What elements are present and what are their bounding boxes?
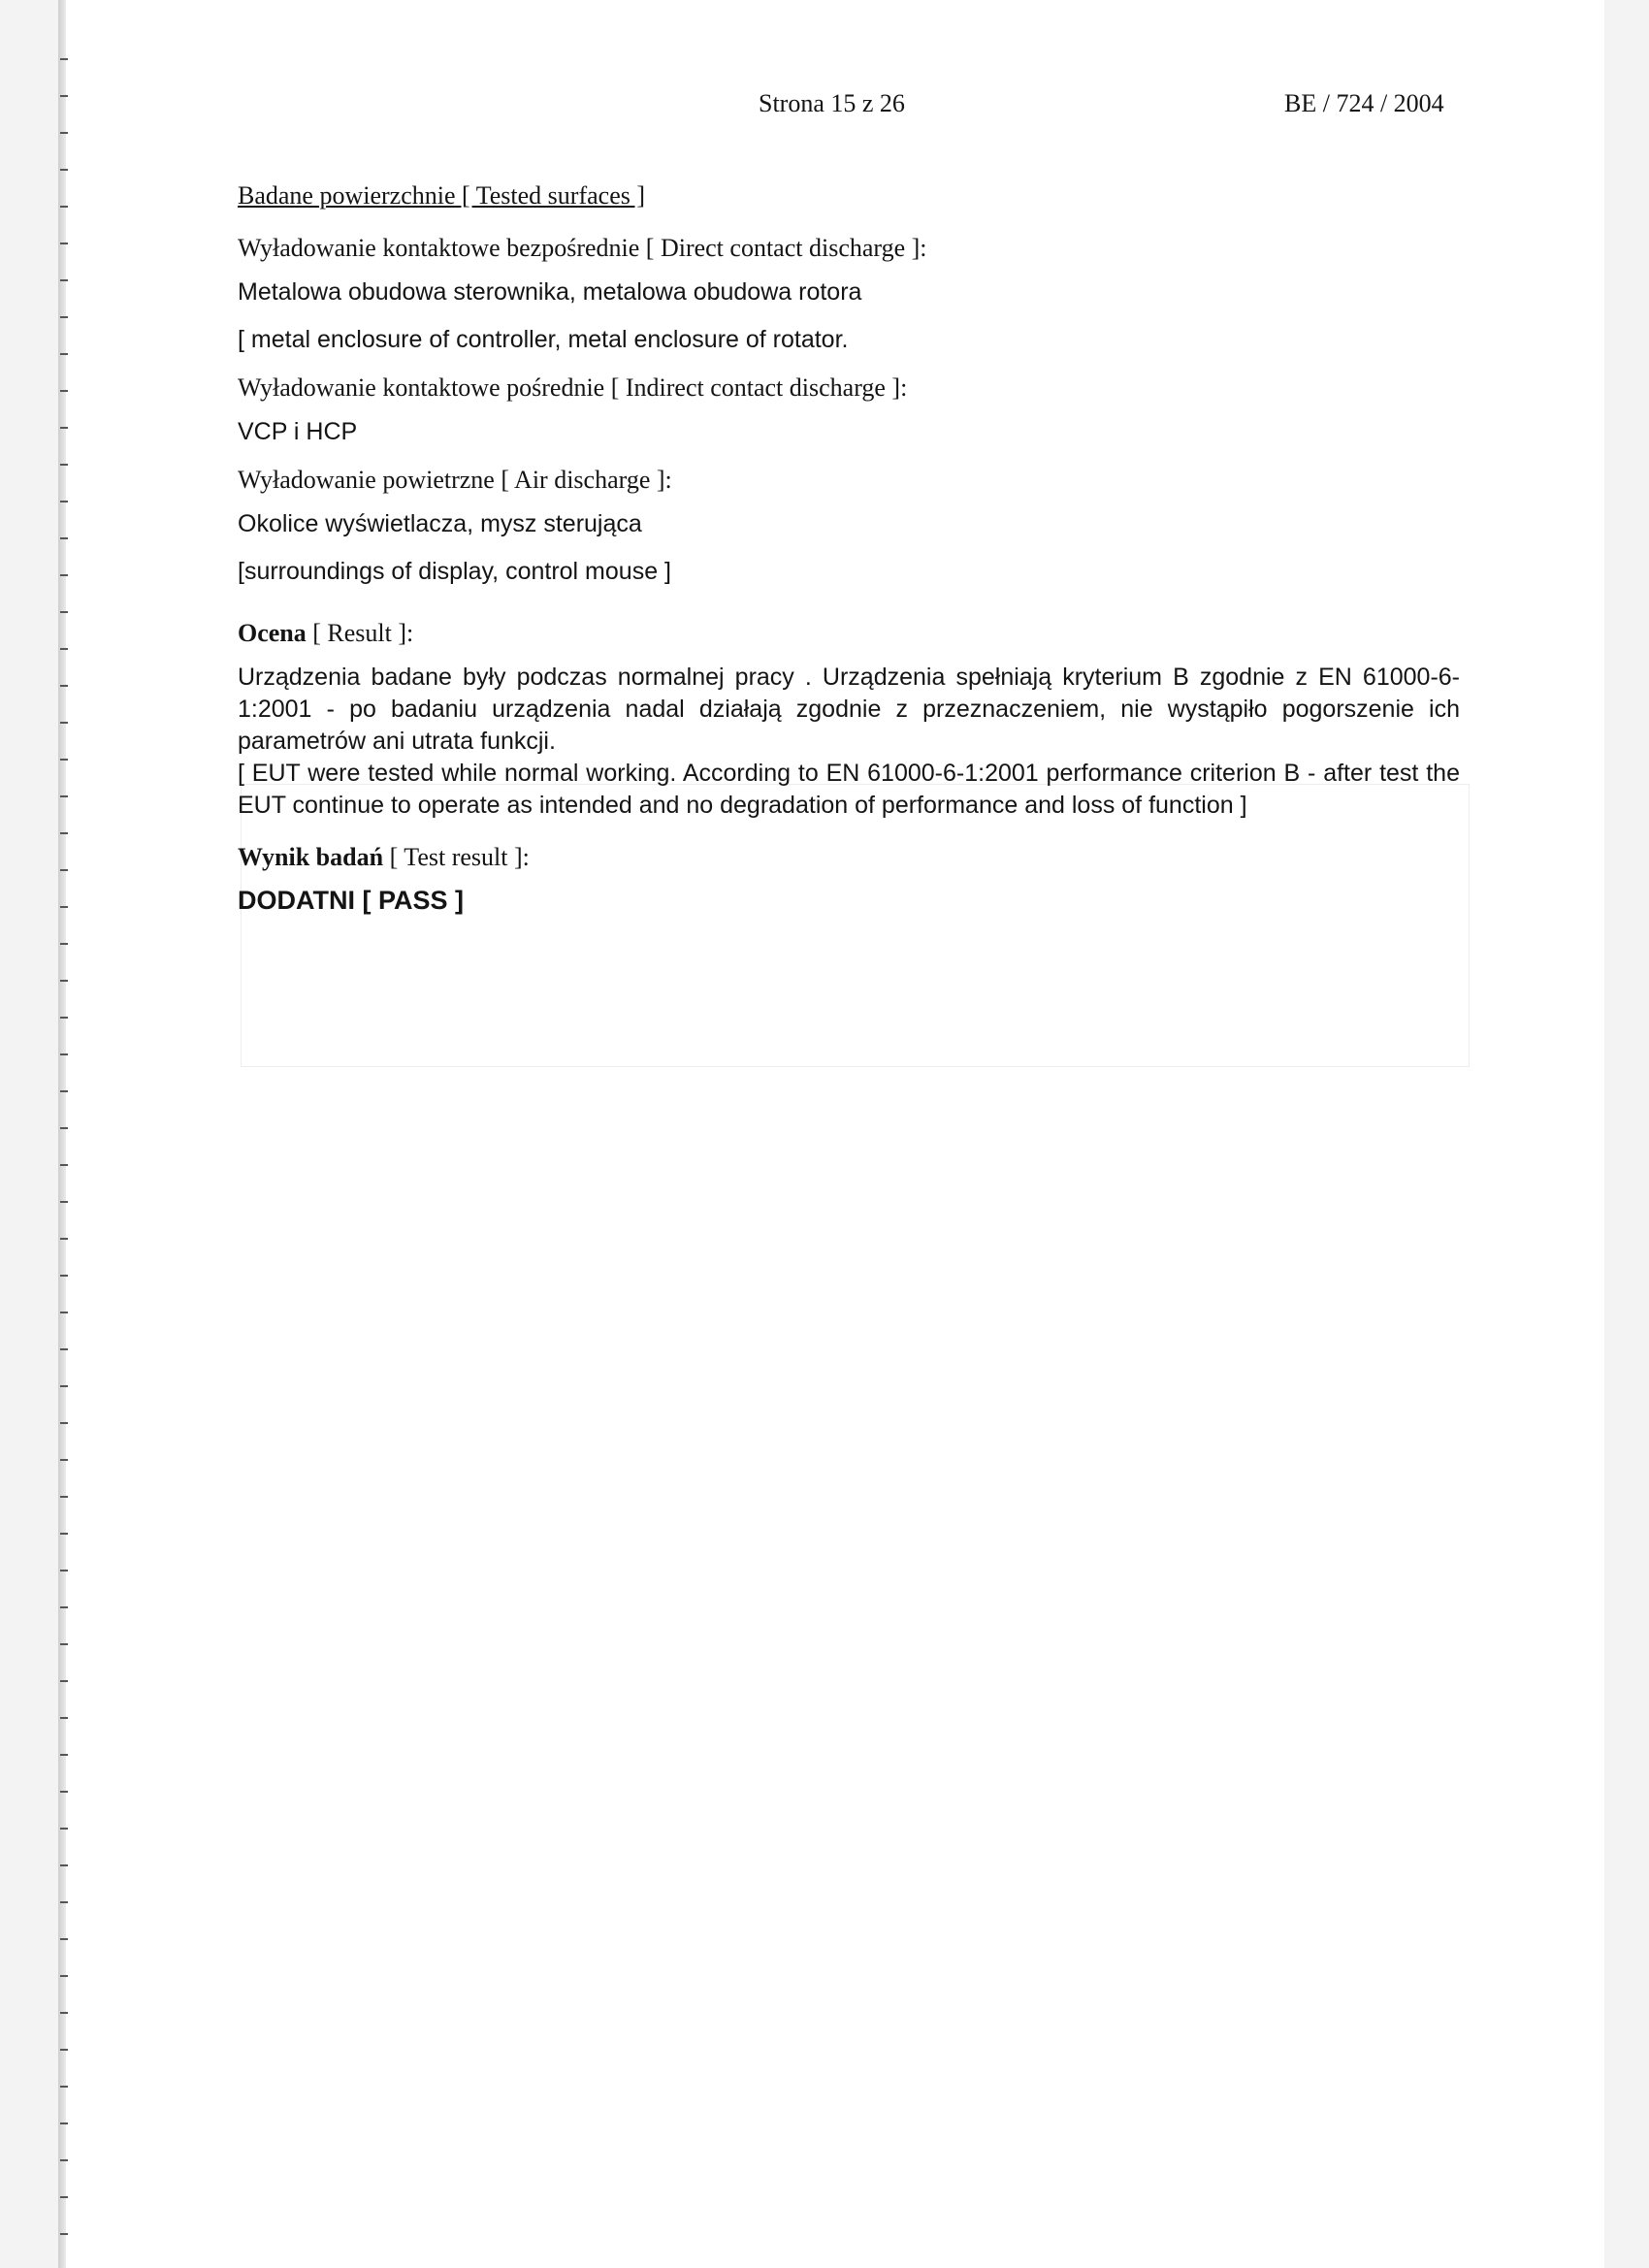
binding-mark (60, 795, 68, 797)
binding-mark (60, 759, 68, 761)
binding-mark (60, 722, 68, 724)
binding-mark (60, 537, 68, 539)
binding-mark (60, 1422, 68, 1424)
binding-mark (60, 1975, 68, 1977)
binding-mark (60, 427, 68, 429)
binding-mark (60, 648, 68, 650)
binding-mark (60, 1717, 68, 1719)
binding-mark (60, 2049, 68, 2051)
binding-mark (60, 1053, 68, 1055)
result-heading-bold: Ocena (238, 619, 307, 647)
binding-mark (60, 1606, 68, 1608)
test-result-heading (238, 841, 1460, 874)
binding-mark (60, 2086, 68, 2088)
binding-mark (60, 1348, 68, 1350)
binding-mark (60, 1533, 68, 1535)
air-discharge-value-pl: Okolice wyświetlacza, mysz sterująca (238, 510, 642, 537)
binding-mark (60, 980, 68, 982)
binding-mark (60, 316, 68, 318)
binding-mark (60, 464, 68, 466)
binding-mark (60, 1385, 68, 1387)
binding-mark (60, 869, 68, 871)
binding-mark (60, 206, 68, 208)
binding-mark (60, 1275, 68, 1277)
binding-mark (60, 132, 68, 134)
result-heading-rest: [ Result ]: (306, 619, 414, 647)
result-text-en: [ EUT were tested while normal working. According to EN 61000-6-1:2001 performance criterion B - after test the EUT continue to operate as intended and no degradation of performance and loss of function ] (238, 760, 1460, 819)
binding-mark (60, 832, 68, 834)
binding-mark (60, 1090, 68, 1092)
page-number: Strona 15 z 26 (759, 89, 905, 117)
binding-mark (60, 1459, 68, 1461)
binding-mark (60, 1680, 68, 1682)
binding-holes (60, 0, 72, 2268)
binding-mark (60, 1901, 68, 1903)
test-result-value: DODATNI [ PASS ] (238, 886, 464, 915)
section-title-tested-surfaces: Badane powierzchnie [ Tested surfaces ] (238, 181, 646, 210)
binding-mark (60, 906, 68, 908)
binding-mark (60, 1791, 68, 1793)
test-result-heading-bold: Wynik badań (238, 843, 384, 871)
binding-mark (60, 279, 68, 281)
binding-mark (60, 2012, 68, 2014)
binding-mark (60, 390, 68, 392)
indirect-contact-label: Wyładowanie kontaktowe pośrednie [ Indirect contact discharge ]: (238, 373, 908, 402)
indirect-contact-value: VCP i HCP (238, 418, 358, 445)
binding-mark (60, 1238, 68, 1240)
binding-mark (60, 1201, 68, 1203)
binding-mark (60, 1127, 68, 1129)
binding-mark (60, 2159, 68, 2161)
result-heading (238, 617, 1460, 650)
direct-contact-label: Wyładowanie kontaktowe bezpośrednie [ Direct contact discharge ]: (238, 234, 927, 262)
binding-mark (60, 1754, 68, 1756)
binding-mark (60, 1828, 68, 1830)
result-text-pl: Urządzenia badane były podczas normalnej pracy . Urządzenia spełniają kryterium B zgodnie z EN 61000-6-1:2001 - po badaniu urządzenia nadal działają zgodnie z przeznaczeniem, nie wystąpiło pogorszenie ich parametrów ani utrata funkcji. (238, 664, 1460, 755)
binding-mark (60, 2233, 68, 2235)
binding-mark (60, 1312, 68, 1313)
binding-mark (60, 2196, 68, 2198)
direct-contact-value-pl: Metalowa obudowa sterownika, metalowa obudowa rotora (238, 278, 862, 306)
binding-mark (60, 58, 68, 60)
binding-mark (60, 685, 68, 687)
binding-mark (60, 2122, 68, 2124)
binding-mark (60, 169, 68, 171)
binding-mark (60, 943, 68, 945)
binding-mark (60, 1938, 68, 1940)
document-reference: BE / 724 / 2004 (1284, 89, 1444, 117)
binding-mark (60, 1643, 68, 1645)
air-discharge-label: Wyładowanie powietrzne [ Air discharge ]: (238, 466, 672, 494)
test-result-heading-rest: [ Test result ]: (383, 843, 530, 871)
binding-mark (60, 1864, 68, 1866)
direct-contact-value-en: [ metal enclosure of controller, metal enclosure of rotator. (238, 326, 849, 353)
document-body (238, 179, 1460, 916)
binding-mark (60, 1017, 68, 1019)
binding-mark (60, 243, 68, 244)
binding-mark (60, 1164, 68, 1166)
page-header (0, 89, 1649, 128)
binding-mark (60, 611, 68, 613)
binding-mark (60, 574, 68, 576)
binding-mark (60, 1496, 68, 1498)
binding-mark (60, 501, 68, 502)
binding-mark (60, 1570, 68, 1571)
air-discharge-value-en: [surroundings of display, control mouse ] (238, 558, 671, 585)
binding-mark (60, 353, 68, 355)
